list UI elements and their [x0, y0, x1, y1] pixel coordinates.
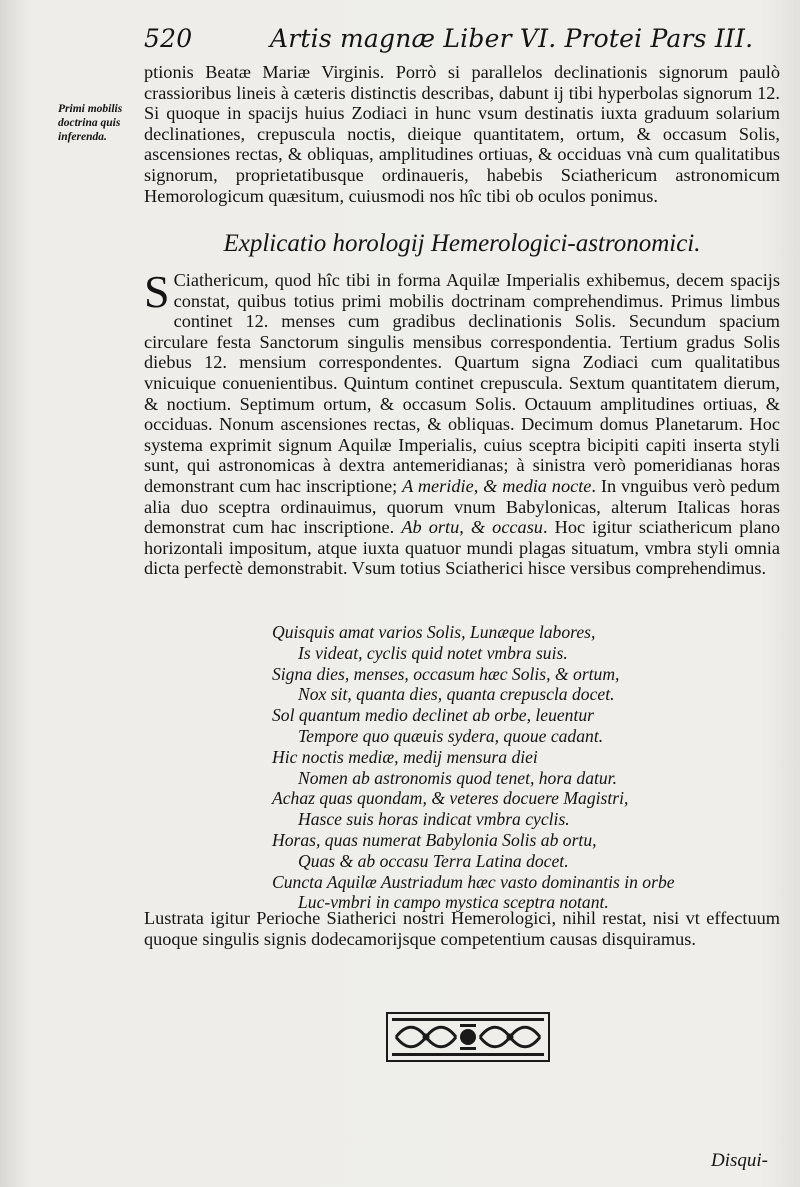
verse-line: Tempore quo quæuis sydera, quoue cadant. [298, 725, 604, 746]
verse-line: Quisquis amat varios Solis, Lunæque labores, [272, 622, 596, 642]
verse-line: Hic noctis mediæ, medij mensura diei [272, 746, 538, 767]
verse-line: Luc-vmbri in campo mystica sceptra notant. [298, 892, 609, 913]
verse-block [140, 622, 780, 913]
inscription-2: Ab ortu, & occasu [401, 517, 543, 538]
paragraph-1: ptionis Beatæ Mariæ Virginis. Porrò si parallelos declinationis signorum paulò crassioribus lineis à cæteris distinctis describas, dabunt ij tibi hyperbolas signorum 12. Si quoque in spacijs huius Zodiaci in hunc vsum destinatis iuxta graduum solarium declinationes, crepuscula noctis, dieique quantitatem, ortum, & occasum Solis, ascensiones rectas, & obliquas, amplitudines ortiuas, & occiduas vnà cum qualitatibus signorum, proprietatibusque ordinaueris, habebis Sciathericum astronomicum Hemorologicum quæsitum, cuiusmodi nos hîc tibi ob oculos ponimus. [144, 62, 780, 206]
paragraph-2-part-1: Ciathericum, quod hîc tibi in forma Aquilæ Imperialis exhibemus, decem spacijs constat, quibus totius primi mobilis doctrinam comprehendimus. Primus limbus continet 12. menses cum gradibus declinationis Solis. Secundum spacium circulare festa Sanctorum singulis mensibus correspondentia. Tertium gradus Solis diebus 12. mensium correspondentes. Quartum signa Zodiaci cum qualitatibus vnicuique conuenientibus. Quintum continet crepuscula. Sextum quantitatem dierum, & noctium. Septimum ortum, & occasum Solis. Octauum amplitudines ortiuas, & occiduas. Nonum ascensiones rectas, & obliquas. Decimum domus Planetarum. Hoc systema exprimit signum Aquilæ Imperialis, cuius sceptra bicipiti capiti inserta styli sunt, qui astronomicas à dextra antemeridianas; à sinistra verò pomeridianas horas demonstrant cum hac inscriptione; [144, 270, 780, 496]
paragraph-2 [144, 266, 780, 620]
drop-cap: S [144, 266, 170, 317]
margin-note: Primi mobilis doctrina quis inferenda. [58, 103, 123, 143]
verse-line: Signa dies, menses, occasum hæc Solis, & ortum, [272, 663, 620, 684]
verse-line: Hasce suis horas indicat vmbra cyclis. [298, 809, 570, 830]
verse-line: Cuncta Aquilæ Austriadum hæc vasto dominantis in orbe [272, 871, 675, 892]
verse-line: Nox sit, quanta dies, quanta crepuscla docet. [298, 684, 615, 705]
running-head: Artis magnæ Liber VI. Protei Pars III. [270, 24, 754, 53]
inscription-1: A meridie, & media nocte [402, 475, 592, 496]
section-title: Explicatio horologij Hemerologici-astronomici. [223, 230, 701, 257]
catchword: Disqui- [711, 1150, 768, 1171]
verse-line: Sol quantum medio declinet ab orbe, leuentur [272, 705, 595, 726]
verse-line: Quas & ab occasu Terra Latina docet. [298, 850, 569, 871]
paragraph-3: Lustrata igitur Perioche Siatherici nostri Hemerologici, nihil restat, nisi vt effectuum quoque singulis signis dodecamorijsque competentium causas disquiramus. [144, 908, 780, 949]
printers-ornament-icon [386, 1012, 550, 1062]
verse-line: Horas, quas numerat Babylonia Solis ab ortu, [272, 829, 597, 850]
verse-line: Nomen ab astronomis quod tenet, hora datur. [298, 767, 617, 788]
paragraph-2-part-3: . Hoc igitur sciathericum plano horizontali impositum, atque iuxta quatuor mundi plagas situatum, vmbra styli omnia dicta perfectè demonstrabit. Vsum totius Sciatherici hisce versibus comprehendimus. [144, 517, 780, 579]
verse-line: Achaz quas quondam, & veteres docuere Magistri, [272, 788, 629, 809]
paragraph-2-part-2: . In vnguibus verò pedum alia duo sceptra ordinauimus, quorum vnum Babylonicas, alterum Italicas horas demonstrat cum hac inscriptione. [144, 475, 780, 538]
page-header [140, 24, 780, 58]
verse-line: Is videat, cyclis quid notet vmbra suis. [298, 642, 568, 663]
page-number: 520 [144, 24, 193, 53]
